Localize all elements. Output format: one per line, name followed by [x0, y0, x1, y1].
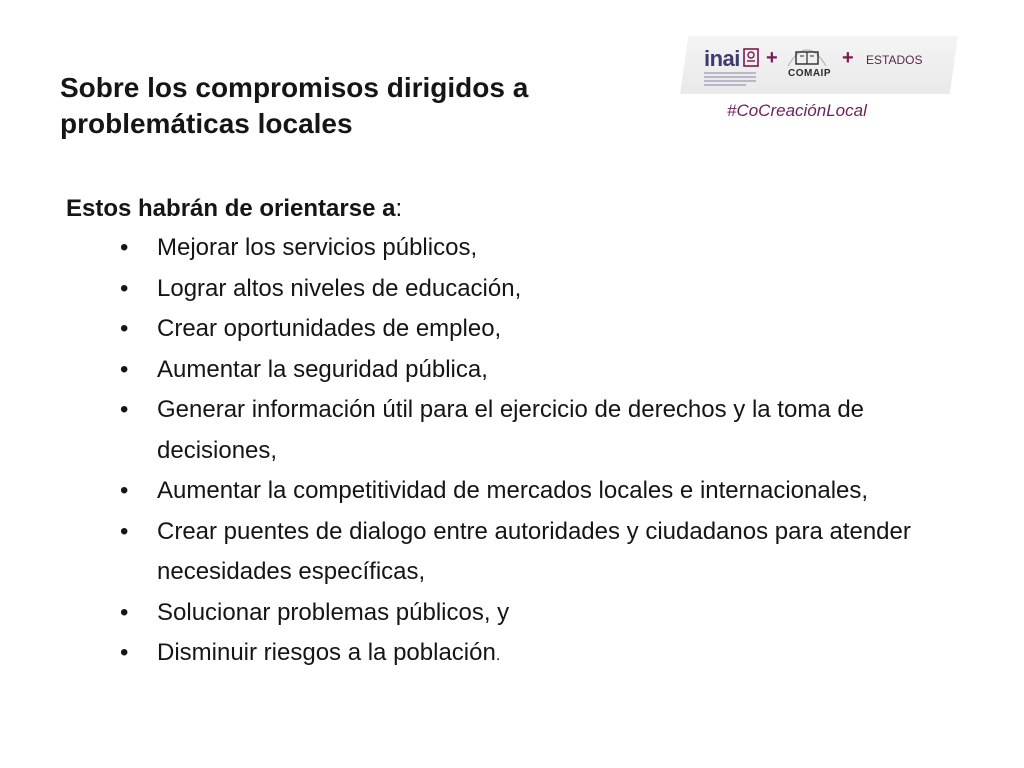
list-item	[120, 350, 980, 391]
list-item	[120, 228, 980, 269]
list-item-text: Lograr altos niveles de educación,	[157, 274, 522, 302]
comaip-logo: COMAIP	[788, 68, 831, 79]
intro-text	[66, 193, 402, 225]
inai-logo-fineprint	[704, 70, 756, 88]
list-item	[120, 512, 980, 593]
list-item-text: Disminuir riesgos a la población	[157, 639, 496, 666]
list-item	[120, 309, 980, 350]
list-item-text: Solucionar problemas públicos, y	[157, 598, 510, 626]
list-item-text: Aumentar la competitividad de mercados locales e internacionales,	[157, 477, 869, 504]
final-period: .	[495, 647, 501, 664]
list-item-text: Crear oportunidades de empleo,	[157, 315, 502, 342]
list-item	[120, 390, 980, 471]
logo-plus-sign: +	[766, 47, 778, 69]
list-item-text: Mejorar los servicios públicos,	[157, 234, 478, 261]
logo-plus-sign: +	[842, 47, 854, 69]
hashtag-label: #CoCreaciónLocal	[727, 101, 867, 120]
list-item	[120, 269, 980, 310]
intro-colon: :	[395, 195, 403, 222]
bullet-dot: •	[120, 477, 129, 504]
bullet-dot: •	[120, 598, 129, 626]
bullet-dot: •	[120, 639, 129, 666]
bullet-dot: •	[120, 396, 129, 423]
comaip-emblem-icon	[782, 40, 832, 70]
list-item	[120, 471, 980, 512]
intro-bold-text: Estos habrán de orientarse a	[66, 195, 396, 222]
slide-title: Sobre los compromisos dirigidos a problemáticas locales	[60, 72, 529, 139]
list-item-text: Generar información útil para el ejercicio de derechos y la toma de decisiones,	[157, 396, 865, 464]
list-item	[120, 633, 980, 677]
list-item-text: Crear puentes de dialogo entre autoridades y ciudadanos para atender necesidades específicas,	[157, 517, 911, 585]
inai-book-icon	[742, 46, 762, 68]
list-item	[120, 593, 980, 634]
bullet-dot: •	[120, 315, 129, 342]
bullet-dot: •	[120, 274, 129, 302]
list-item-text: Aumentar la seguridad pública,	[157, 355, 488, 383]
estados-logo-text: ESTADOS	[866, 53, 923, 67]
bullet-dot: •	[120, 355, 129, 383]
bullet-dot: •	[120, 234, 129, 261]
inai-logo: inai	[704, 46, 740, 71]
bullet-dot: •	[120, 517, 129, 545]
bullet-list	[120, 228, 980, 677]
